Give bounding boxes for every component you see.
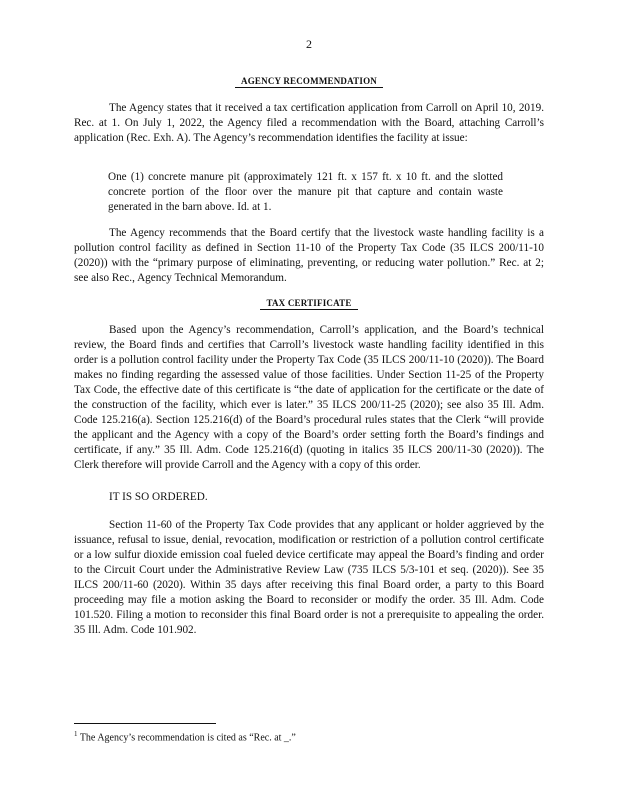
paragraph-board-findings [74,323,544,473]
paragraph-agency-application [74,101,544,146]
it-is-so-ordered [74,490,544,505]
footnote [74,730,544,743]
paragraph-appeal-rights [74,518,544,638]
paragraph-appeal-rights-text: Section 11-60 of the Property Tax Code provides that any applicant or holder aggrieved by the issuance, refusal to issue, denial, revocation, modification or restriction of a pollution control certificate or a low sulfur dioxide emission coal fueled device certificate may appeal the Board’s finding and order to the Circuit Court under the Administrative Review Law (735 ILCS 5/3-101 et seq. (2020)). See 35 ILCS 200/11-60 (2020). Within 35 days after receiving this final Board order, a party to this Board proceeding may file a motion asking the Board to reconsider or modify the order. 35 Ill. Adm. Code 101.520. Filing a motion to reconsider this final Board order is not a prerequisite to appealing the order. 35 Ill. Adm. Code 101.902. [74,519,544,636]
agency-recommendation-heading [0,76,618,88]
tax-certificate-heading [0,298,618,310]
footnote-text: The Agency’s recommendation is cited as “Rec. at _.” [79,732,296,744]
paragraph-agency-recommends-text: The Agency recommends that the Board certify that the livestock waste handling facility is a pollution control facility as defined in Section 11-10 of the Property Tax Code (35 ILCS 200/11-10 (2020)) with the “primary purpose of eliminating, preventing, or reducing water pollution.” Rec. at 2; see also Rec., Agency Technical Memorandum. [74,227,544,284]
facility-block-quote [108,170,503,215]
facility-block-quote-text: One (1) concrete manure pit (approximately 121 ft. x 157 ft. x 10 ft. and the slotted concrete portion of the floor over the manure pit that capture and contain waste generated in the barn above. Id. at 1. [108,171,503,213]
paragraph-board-findings-text: Based upon the Agency’s recommendation, Carroll’s application, and the Board’s technical review, the Board finds and certifies that Carroll’s livestock waste handling facility identified in this order is a pollution control facility under the Property Tax Code (35 ILCS 200/11-10 (2020)). The Board makes no finding regarding the assessed value of those facilities. Under Section 11-25 of the Property Tax Code, the effective date of this certificate is “the date of application for the certificate or the date of the construction of the facility, which ever is later.” 35 ILCS 200/11-25 (2020); see also 35 Ill. Adm. Code 125.216(a). Section 125.216(d) of the Board’s procedural rules states that the Clerk “will provide the applicant and the Agency with a copy of the Board’s order setting forth the Board’s findings and certificate, if any.” 35 Ill. Adm. Code 125.216(d) (quoting in italics 35 ILCS 200/11-30 (2020)). The Clerk therefore will provide Carroll and the Agency with a copy of this order. [74,324,544,471]
paragraph-agency-recommends [74,226,544,286]
tax-certificate-heading-text: TAX CERTIFICATE [260,298,357,310]
it-is-so-ordered-text: IT IS SO ORDERED. [109,491,208,503]
paragraph-agency-application-text: The Agency states that it received a tax certification application from Carroll on April 10, 2019. Rec. at 1. On July 1, 2022, the Agency filed a recommendation with the Board, attaching Carroll’s application (Rec. Exh. A). The Agency’s recommendation identifies the facility at issue: [74,102,544,144]
page-number: 2 [306,37,312,51]
agency-recommendation-heading-text: AGENCY RECOMMENDATION [235,76,383,88]
footnote-divider [74,723,216,724]
footnote-marker: 1 [74,730,78,738]
